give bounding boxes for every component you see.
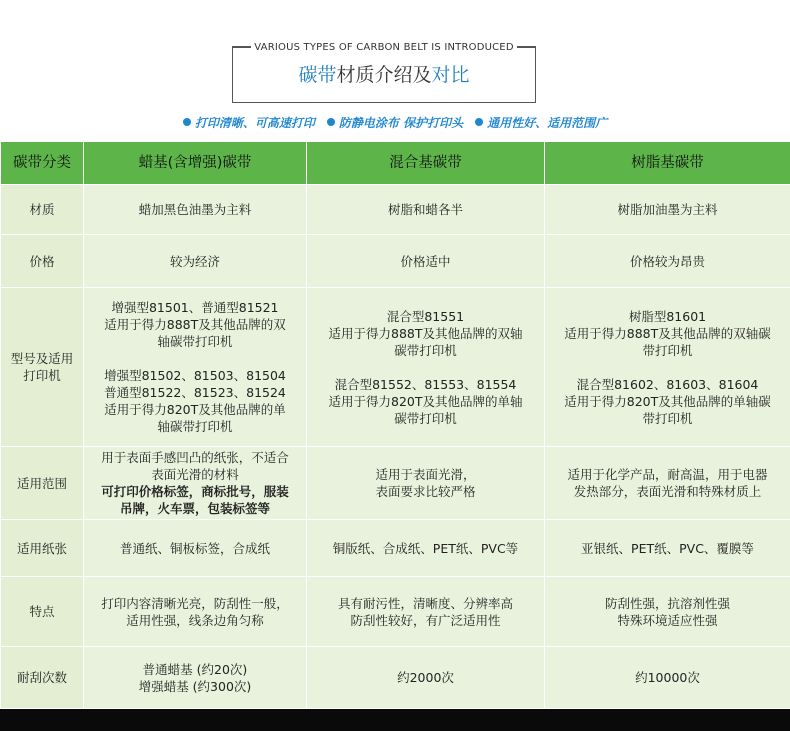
- cell-scope-mixed: [307, 447, 545, 520]
- cell-scratch-resin: 约10000次: [545, 647, 790, 709]
- header-wax: 蜡基(含增强)碳带: [84, 142, 307, 185]
- spacer-line: [86, 350, 304, 367]
- row-label-features: 特点: [1, 577, 84, 647]
- cell-models-mixed: [307, 288, 545, 447]
- table-row: [1, 577, 790, 647]
- table-row: [1, 185, 790, 235]
- cell-price-resin: 价格较为昂贵: [545, 235, 790, 288]
- table-row: [1, 288, 790, 447]
- text-line: 表面光滑的材料: [151, 467, 239, 482]
- feature-item: [475, 112, 607, 132]
- feature-text: 打印清晰、可高速打印: [194, 115, 315, 130]
- header-category: 碳带分类: [1, 142, 84, 185]
- text-line: 具有耐污性，清晰度、分辨率高: [337, 595, 513, 611]
- text-line: 防刮性较好，有广泛适用性: [350, 612, 501, 628]
- cell-price-mixed: 价格适中: [307, 235, 545, 288]
- text-line: 防刮性强，抗溶剂性强: [604, 595, 730, 611]
- text-line: 用于表面手感凹凸的纸张，不适合: [101, 450, 289, 465]
- row-label-material: 材质: [1, 185, 84, 235]
- cell-features-mixed: [307, 577, 545, 647]
- text-line: 适用于化学产品，耐高温，用于电器: [567, 467, 768, 482]
- cell-material-wax: 蜡加黑色油墨为主料: [84, 185, 307, 235]
- table-row: [1, 520, 790, 577]
- bullet-dot-icon: [183, 118, 191, 126]
- text-line: 轴碳带打印机: [157, 334, 233, 349]
- label-line: 型号及适用: [10, 351, 74, 366]
- text-line: 碳带打印机: [394, 342, 457, 358]
- row-label-scratch: 耐刮次数: [1, 647, 84, 709]
- cell-scope-resin: [545, 447, 790, 520]
- bullet-dot-icon: [475, 118, 483, 126]
- text-line: 适用于得力820T及其他品牌的单轴碳: [564, 393, 771, 409]
- text-line: 混合型81551: [386, 308, 465, 324]
- table-row: [1, 647, 790, 709]
- feature-list: [0, 112, 790, 132]
- text-line: 轴碳带打印机: [157, 419, 233, 434]
- bullet-dot-icon: [327, 118, 335, 126]
- table-row: [1, 447, 790, 520]
- feature-item: [327, 112, 463, 132]
- title-mid: 材质介绍及: [336, 64, 432, 86]
- text-line: 碳带打印机: [394, 410, 457, 426]
- cell-scratch-mixed: 约2000次: [307, 647, 545, 709]
- cell-paper-resin: 亚银纸、PET纸、PVC、覆膜等: [545, 520, 790, 577]
- title-accent: 碳带: [298, 64, 337, 86]
- text-line: 适用性强，线条边角匀称: [126, 612, 264, 628]
- header-mixed: 混合基碳带: [307, 142, 545, 185]
- text-line: 适用于得力888T及其他品牌的双: [104, 317, 286, 332]
- text-line: 带打印机: [642, 342, 693, 358]
- cell-paper-wax: 普通纸、铜板标签，合成纸: [84, 520, 307, 577]
- cell-models-resin: [545, 288, 790, 447]
- text-line: 增强蜡基 (约300次): [138, 678, 252, 694]
- page-title: [232, 60, 536, 87]
- text-line: 特殊环境适应性强: [617, 612, 718, 628]
- cell-material-resin: 树脂加油墨为主料: [545, 185, 790, 235]
- text-line: 打印内容清晰光亮，防刮性一般，: [101, 595, 289, 611]
- text-line: 树脂型81601: [628, 308, 707, 324]
- text-line-bold: 吊牌，火车票，包装标签等: [119, 501, 270, 516]
- text-line: 普通蜡基 (约20次): [142, 661, 248, 677]
- table-row: [1, 235, 790, 288]
- table-header-row: [1, 142, 790, 185]
- header-resin: 树脂基碳带: [545, 142, 790, 185]
- text-line: 适用于表面光滑，: [375, 467, 476, 482]
- text-line: 普通型81522、81523、81524: [104, 385, 286, 400]
- cell-paper-mixed: 铜版纸、合成纸、PET纸、PVC等: [307, 520, 545, 577]
- feature-text: 防静电涂布 保护打印头: [338, 115, 464, 130]
- text-line: 增强型81501、普通型81521: [111, 300, 279, 315]
- cell-models-wax: [84, 288, 307, 447]
- spacer-line: [309, 359, 542, 376]
- text-line: 适用于得力888T及其他品牌的双轴: [328, 325, 523, 341]
- row-label-price: 价格: [1, 235, 84, 288]
- label-line: 打印机: [23, 368, 61, 383]
- comparison-table: [0, 141, 790, 709]
- cell-scratch-wax: [84, 647, 307, 709]
- text-line: 适用于得力820T及其他品牌的单轴: [328, 393, 523, 409]
- text-line: 发热部分，表面光滑和特殊材质上: [573, 484, 762, 499]
- text-line: 混合型81552、81553、81554: [334, 376, 517, 392]
- cell-price-wax: 较为经济: [84, 235, 307, 288]
- text-line: 带打印机: [642, 410, 693, 426]
- row-label-paper: 适用纸张: [1, 520, 84, 577]
- cell-scope-wax: [84, 447, 307, 520]
- title-accent-2: 对比: [431, 64, 470, 86]
- text-line: 增强型81502、81503、81504: [104, 368, 286, 383]
- cell-features-resin: [545, 577, 790, 647]
- row-label-scope: 适用范围: [1, 447, 84, 520]
- text-line-bold: 可打印价格标签，商标批号，服装: [101, 484, 289, 499]
- row-label-models: [1, 288, 84, 447]
- cell-material-mixed: 树脂和蜡各半: [307, 185, 545, 235]
- bottom-bar: [0, 709, 790, 731]
- text-line: 表面要求比较严格: [375, 484, 476, 499]
- feature-text: 通用性好、适用范围广: [487, 115, 608, 130]
- title-subtitle: VARIOUS TYPES OF CARBON BELT IS INTRODUCED: [254, 41, 514, 53]
- spacer-line: [547, 359, 788, 376]
- text-line: 适用于得力888T及其他品牌的双轴碳: [564, 325, 771, 341]
- feature-item: [183, 112, 315, 132]
- text-line: 混合型81602、81603、81604: [576, 376, 759, 392]
- text-line: 适用于得力820T及其他品牌的单: [104, 402, 286, 417]
- cell-features-wax: [84, 577, 307, 647]
